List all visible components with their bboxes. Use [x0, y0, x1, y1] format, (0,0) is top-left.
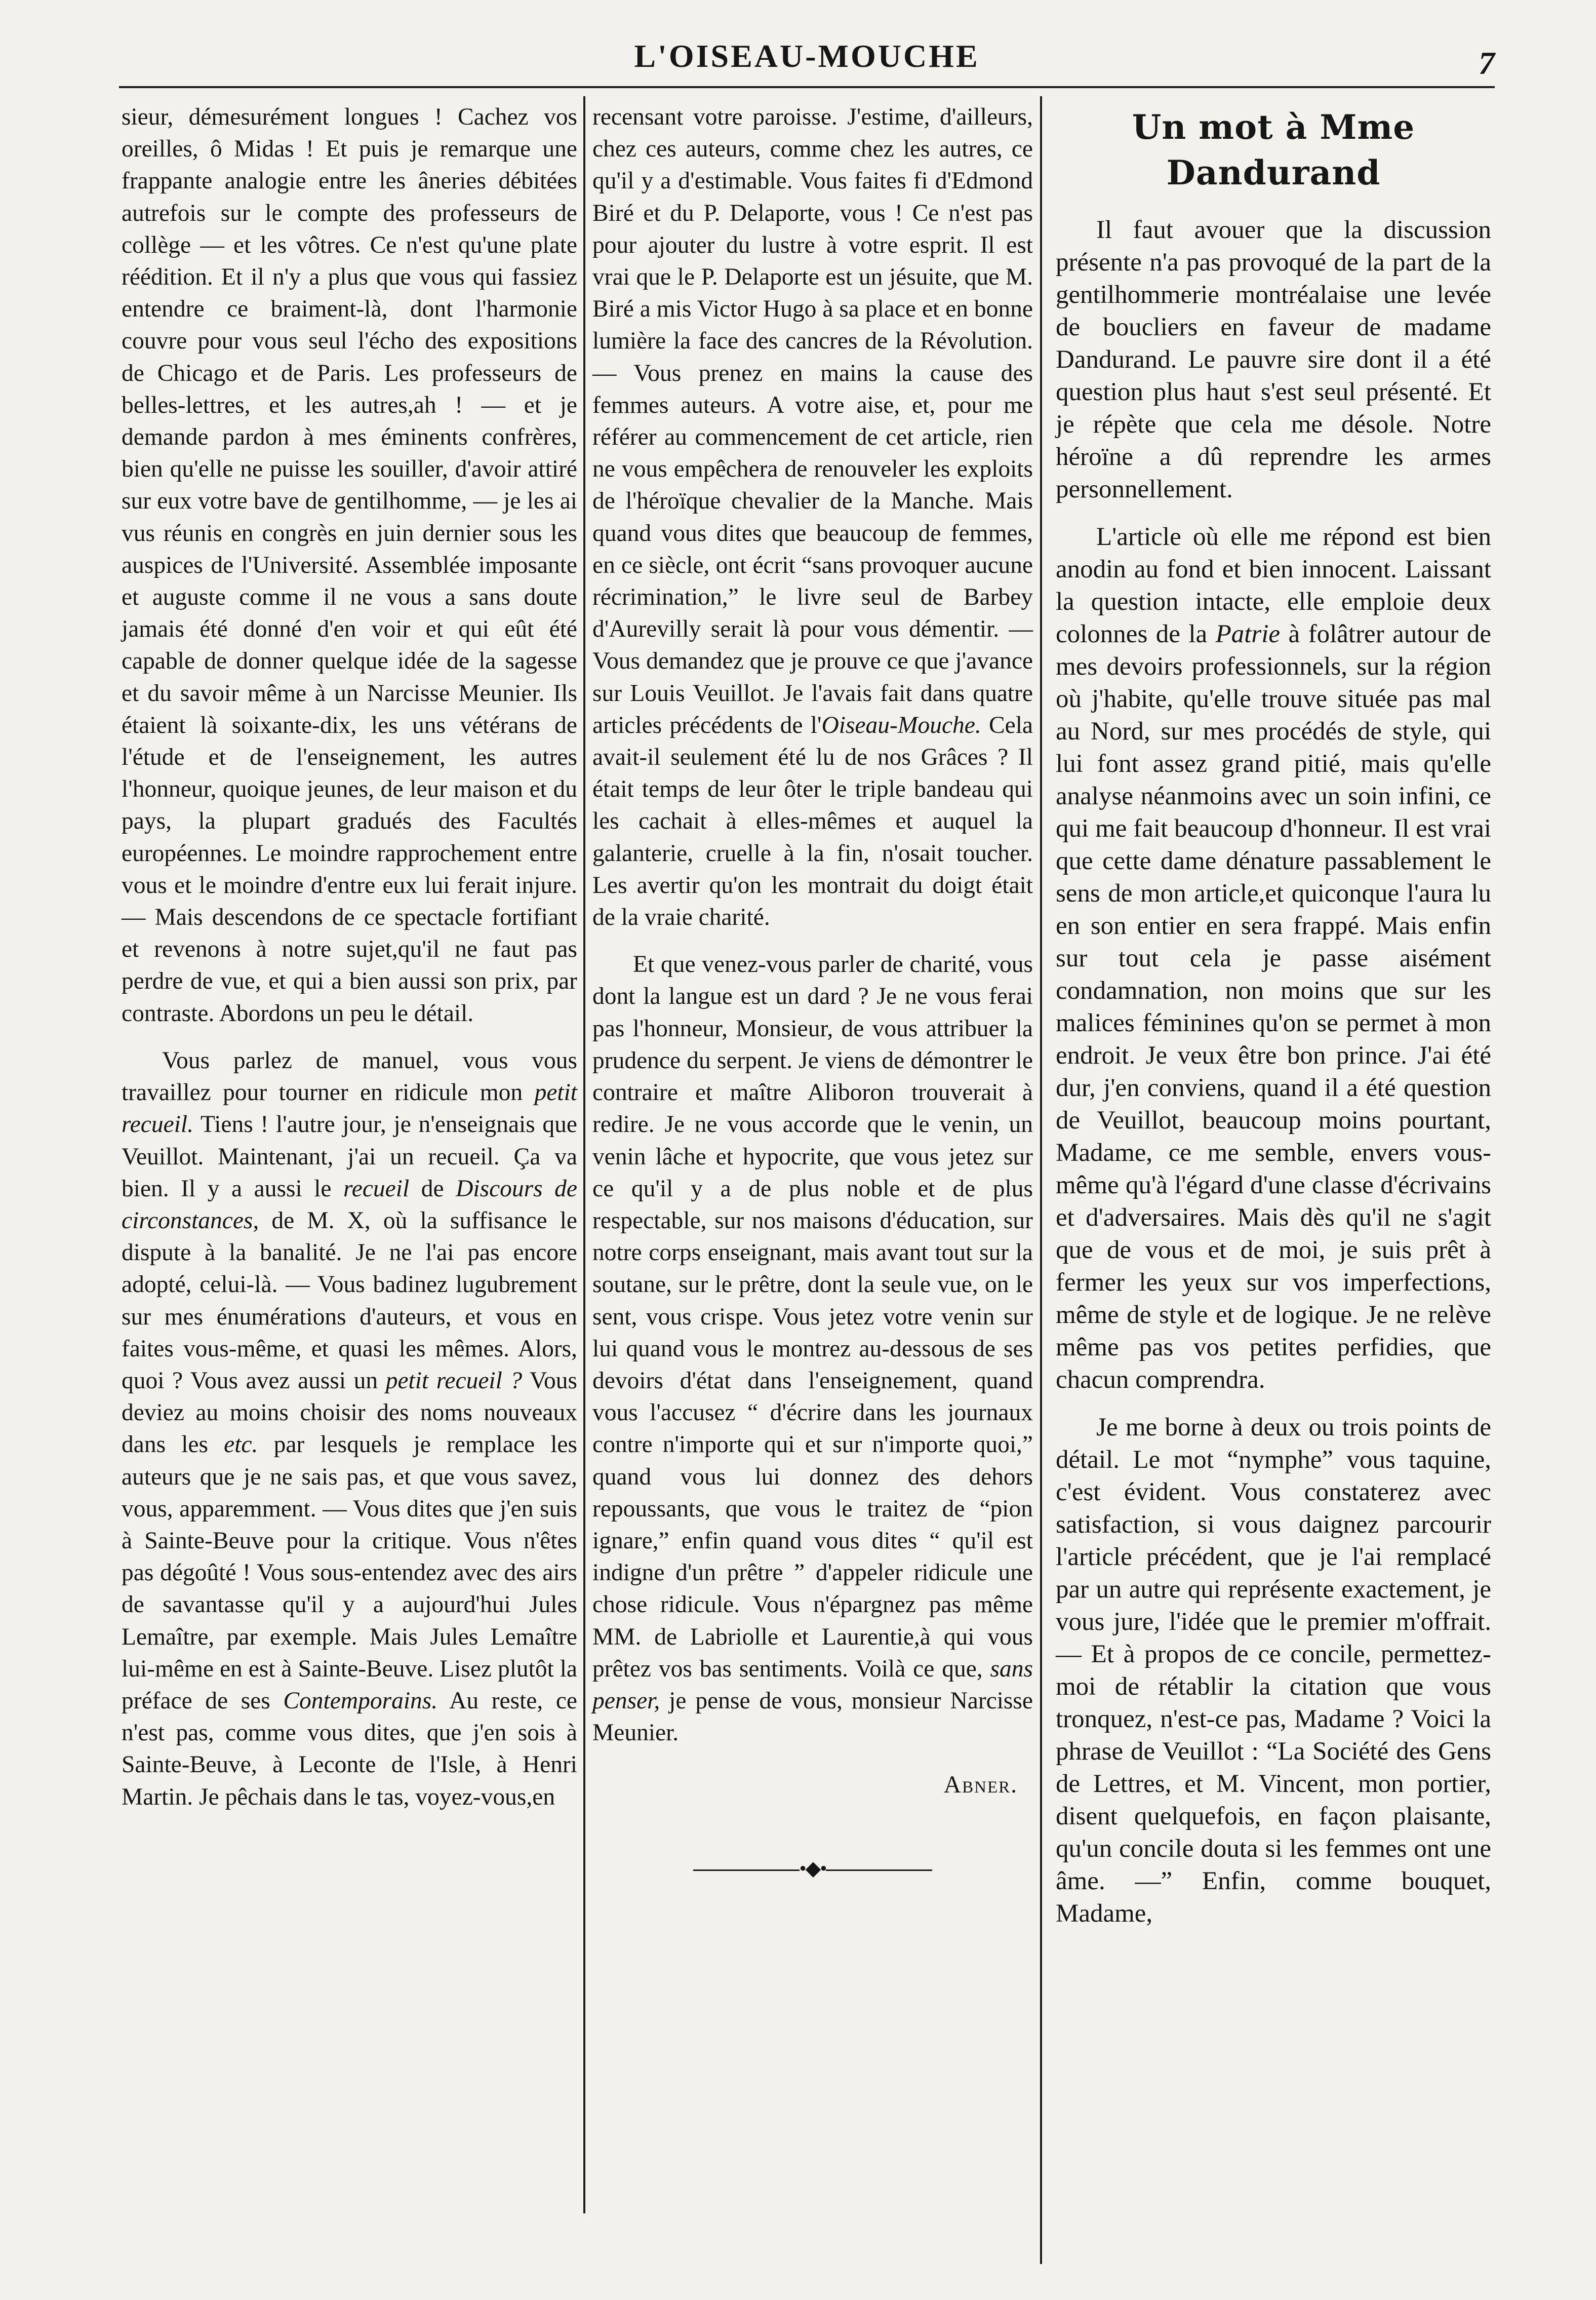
- column-left: [122, 101, 577, 2244]
- author-signature: Abner.: [943, 1772, 1018, 1799]
- article-title: Un mot à Mme Dandurand: [1132, 107, 1415, 192]
- paragraph: Et que venez-vous parler de charité, vous dont la langue est un dard ? Je ne vous ferai pas l'honneur, Monsieur, de vous attribuer la prudence du serpent. Je viens de démontrer le contraire et maître Aliboron trouverait à redire. Je ne vous accorde que le venin, un venin lâche et hypocrite, que vous jetez sur ce qu'il y a de plus noble et de plus respectable, sur nos maisons d'éducation, sur notre corps enseignant, mais avant tout sur la soutane, sur le prêtre, dont la seule vue, on le sent, vous crispe. Vous jetez votre venin sur lui quand vous le montrez au-dessous de ses devoirs d'état dans l'enseignement, quand vous l'accusez “ d'écrire dans les journaux contre n'importe qui et sur n'importe quoi,” quand vous lui donnez des dehors repoussants, que vous le traitez de “pion ignare,” enfin quand vous dites “ qu'il est indigne d'un prêtre ” d'appeler ridicule une chose ridicule. Vous n'épargnez pas même MM. de Labriolle et Laurentie,à qui vous prêtez vos bas sentiments. Voilà ce que, sans penser, je pense de vous, monsieur Narcisse Meunier.: [592, 951, 1033, 1746]
- paragraph: sieur, démesurément longues ! Cachez vos oreilles, ô Midas ! Et puis je remarque une frappante analogie entre les âneries débitées autrefois sur le compte des professeurs de collège — et les vôtres. Ce n'est qu'une plate réédition. Et il n'y a plus que vous qui fassiez entendre ce braiment-là, dont l'harmonie couvre pour vous seul l'écho des expositions de Chicago et de Paris. Les professeurs de belles-lettres, et les autres,ah ! — et je demande pardon à mes éminents confrères, bien qu'elle ne puisse les souiller, d'avoir attiré sur eux votre bave de gentilhomme, — je les ai vus réunis en congrès en juin dernier sous les auspices de l'Université. Assemblée imposante et auguste comme il ne vous a sans doute jamais été donné d'en voir et qui eût été capable de donner quelque idée de la sagesse et du savoir même à un Narcisse Meunier. Ils étaient là soixante-dix, les uns vétérans de l'étude et de l'enseignement, les autres l'honneur, quoique jeunes, de leur maison et du pays, la plupart gradués des Facultés européennes. Le moindre rapprochement entre vous et le moindre d'entre eux lui ferait injure. — Mais descendons de ce spectacle fortifiant et revenons à notre sujet,qu'il ne faut pas perdre de vue, et qui a bien aussi son prix, par contraste. Abordons un peu le détail.: [122, 104, 577, 1027]
- paragraph: Je me borne à deux ou trois points de détail. Le mot “nymphe” vous taquine, c'est évident. Vous constaterez avec satisfaction, si vous daignez parcourir l'article précédent, que je l'ai remplacé par un autre qui représente exactement, je vous jure, l'idée que le premier m'offrait. — Et à propos de ce concile, permettez-moi de rétablir la citation que vous tronquez, n'est-ce pas, Madame ? Voici la phrase de Veuillot : “La Société des Gens de Lettres, et M. Vincent, mon portier, disent quelquefois, en façon plaisante, qu'un concile douta si les femmes ont une âme. —” Enfin, comme bouquet, Madame,: [1056, 1413, 1491, 1928]
- paragraph: recensant votre paroisse. J'estime, d'ailleurs, chez ces auteurs, comme chez les autres, ce qu'il y a d'estimable. Vous faites fi d'Edmond Biré et du P. Delaporte, vous ! Ce n'est pas pour ajouter du lustre à votre esprit. Il est vrai que le P. Delaporte est un jésuite, que M. Biré a mis Victor Hugo à sa place et en bonne lumière la face des cancres de la Révolution. — Vous prenez en mains la cause des femmes auteurs. A votre aise, et, pour me référer au commencement de cet article, rien ne vous empêchera de renouveler les exploits de l'héroïque chevalier de la Manche. Mais quand vous dites que beaucoup de femmes, en ce siècle, ont écrit “sans provoquer aucune récrimination,” le livre seul de Barbey d'Aurevilly serait là pour vous démentir. — Vous demandez que je prouve ce que j'avance sur Louis Veuillot. Je l'avais fait dans quatre articles précédents de l'Oiseau-Mouche. Cela avait-il seulement été lu de nos Grâces ? Il était temps de leur ôter le triple bandeau qui les cachait à elles-mêmes et auquel la galanterie, cruelle à la fin, n'osait toucher. Les avertir qu'on les montrait du doigt était de la vraie charité.: [592, 104, 1033, 931]
- paragraph: L'article où elle me répond est bien anodin au fond et bien innocent. Laissant la question intacte, elle emploie deux colonnes de la Patrie à folâtrer autour de mes devoirs professionnels, sur la région où j'habite, qu'elle trouve située pas mal au Nord, sur mes procédés de style, qui lui font assez grand pitié, mais qu'elle analyse néanmoins avec un soin infini, ce qui me fait beaucoup d'honneur. Il est vrai que cette dame dénature passablement le sens de mon article,et quiconque l'aura lu en son entier en sera frappé. Mais enfin sur tout cela je passe aisément condamnation, non moins que sur les malices féminines qu'on se permet à mon endroit. Je veux être bon prince. J'ai été dur, j'en conviens, quand il a été question de Veuillot, beaucoup moins pourtant, Madame, ce me semble, envers vous-même qu'à l'égard d'une classe d'écrivains et d'adversaires. Mais dès qu'il ne s'agit que de vous et de moi, je suis prêt à fermer les yeux sur vos imperfections, même de style et de logique. Je ne relève même pas vos petites perfidies, que chacun comprendra.: [1056, 523, 1492, 1394]
- column-middle: [592, 101, 1033, 2244]
- section-ornament: •◆•: [592, 1852, 1033, 1884]
- paragraph: Il faut avouer que la discussion présente n'a pas provoqué de la part de la gentilhommerie montréalaise une levée de boucliers en faveur de madame Dandurand. Le pauvre sire dont il a été question plus haut s'est seul présenté. Et je répète que cela me désole. Notre héroïne a dû reprendre les armes personnellement.: [1056, 216, 1491, 503]
- page-number: 7: [1479, 45, 1495, 81]
- paragraph: Vous parlez de manuel, vous vous travaillez pour tourner en ridicule mon petit recueil. Tiens ! l'autre jour, je n'enseignais que Veuillot. Maintenant, j'ai un recueil. Ça va bien. Il y a aussi le recueil de Discours de circonstances, de M. X, où la suffisance le dispute à la banalité. Je ne l'ai pas encore adopté, celui-là. — Vous badinez lugubrement sur mes énumérations d'auteurs, et vous en faites vous-même, et quasi les mêmes. Alors, quoi ? Vous avez aussi un petit recueil ? Vous deviez au moins choisir des noms nouveaux dans les etc. par lesquels je remplace les auteurs que je ne sais pas, et que vous savez, vous, apparemment. — Vous dites que j'en suis à Sainte-Beuve pour la critique. Vous n'êtes pas dégoûté ! Vous sous-entendez avec des airs de savantasse qu'il y a aujourd'hui Jules Lemaître, par exemple. Mais Jules Lemaître lui-même en est à Sainte-Beuve. Lisez plutôt la préface de ses Contemporains. Au reste, ce n'est pas, comme vous dites, que j'en sois à Sainte-Beuve, à Leconte de l'Isle, à Henri Martin. Je pêchais dans le tas, voyez-vous,en: [122, 1047, 577, 1810]
- column-divider: [583, 96, 585, 2213]
- publication-title: L'OISEAU-MOUCHE: [634, 38, 980, 74]
- column-divider: [1040, 96, 1042, 2264]
- masthead: [119, 31, 1495, 92]
- header-rule: [119, 86, 1495, 88]
- column-right: [1056, 101, 1491, 2244]
